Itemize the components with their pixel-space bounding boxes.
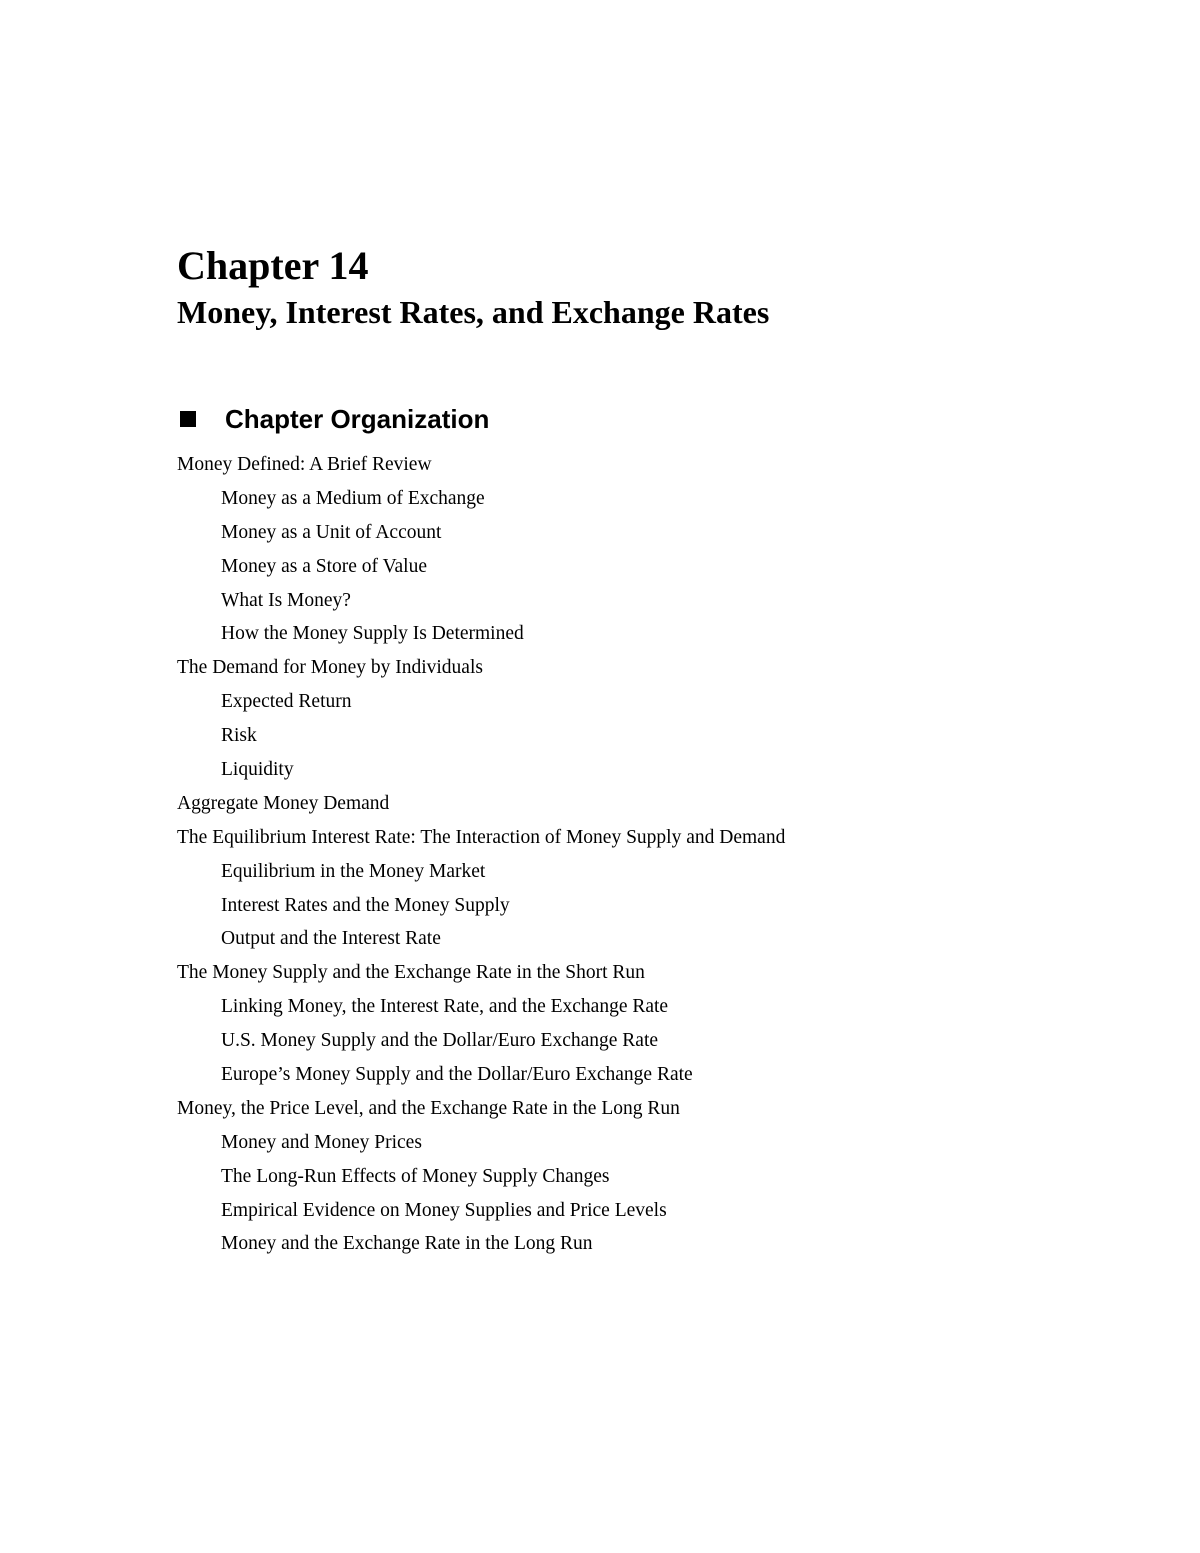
chapter-title: Money, Interest Rates, and Exchange Rates (177, 294, 770, 330)
outline-subtopic: U.S. Money Supply and the Dollar/Euro Exchange Rate (221, 1030, 659, 1052)
square-bullet-icon (180, 411, 196, 427)
outline-subtopic: Europe’s Money Supply and the Dollar/Euro Exchange Rate (221, 1064, 693, 1086)
outline-topic: Aggregate Money Demand (177, 792, 390, 814)
outline-subtopic: What Is Money? (221, 589, 351, 611)
outline-topic: Money Defined: A Brief Review (177, 454, 432, 475)
outline-topic: The Money Supply and the Exchange Rate in the Short Run (177, 962, 645, 984)
outline-topic: Money, the Price Level, and the Exchange Rate in the Long Run (177, 1097, 680, 1119)
outline-subtopic: Money as a Unit of Account (221, 521, 442, 543)
outline-subtopic: Liquidity (221, 759, 294, 781)
outline-subtopic: Interest Rates and the Money Supply (221, 894, 510, 916)
outline-subtopic: Expected Return (221, 691, 352, 713)
outline-topic: The Demand for Money by Individuals (177, 657, 483, 679)
outline-subtopic: How the Money Supply Is Determined (221, 623, 524, 645)
outline-subtopic: Money and Money Prices (221, 1131, 422, 1153)
section-heading (177, 402, 489, 436)
outline-subtopic: Output and the Interest Rate (221, 928, 441, 950)
outline-subtopic: The Long-Run Effects of Money Supply Changes (221, 1165, 610, 1187)
outline-subtopic: Linking Money, the Interest Rate, and the Exchange Rate (221, 996, 669, 1018)
outline-subtopic: Money as a Store of Value (221, 555, 427, 577)
outline-subtopic: Equilibrium in the Money Market (221, 860, 486, 882)
outline-subtopic: Risk (221, 725, 257, 747)
section-heading-text: Chapter Organization (225, 404, 490, 434)
outline-subtopic: Money as a Medium of Exchange (221, 487, 485, 509)
chapter-number: Chapter 14 (177, 243, 369, 288)
outline-topic: The Equilibrium Interest Rate: The Interaction of Money Supply and Demand (177, 826, 786, 848)
outline-subtopic: Money and the Exchange Rate in the Long Run (221, 1233, 593, 1255)
outline-subtopic: Empirical Evidence on Money Supplies and Price Levels (221, 1199, 667, 1221)
chapter-outline (177, 448, 785, 1261)
